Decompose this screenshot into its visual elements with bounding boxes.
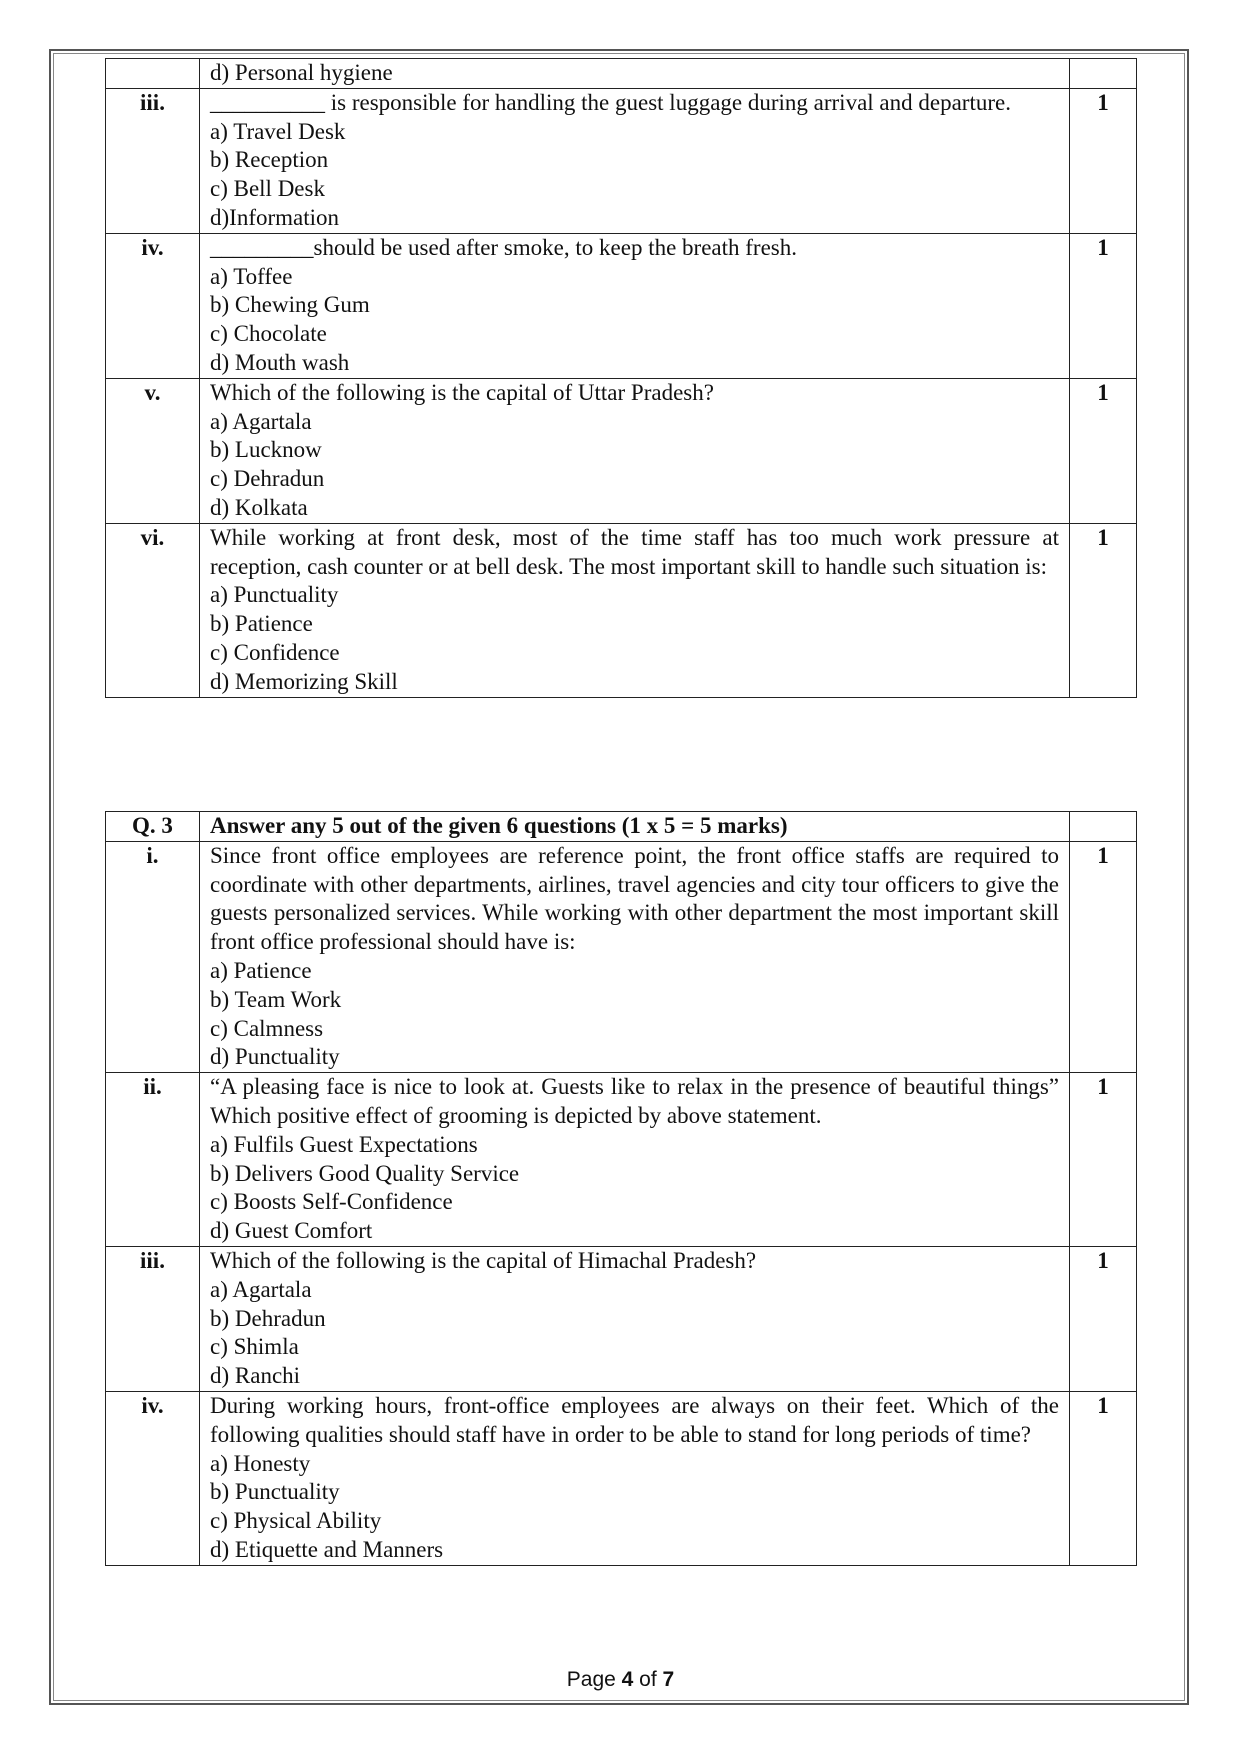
answer-option: c) Confidence: [210, 639, 340, 665]
question-text: “A pleasing face is nice to look at. Guests like to relax in the presence of beautiful things” Which positive effect of grooming is depicted by above statement.: [210, 1074, 1059, 1128]
question-number: iv.: [106, 233, 200, 378]
question-text: __________ is responsible for handling the guest luggage during arrival and departure.: [210, 89, 1011, 115]
answer-option: d) Mouth wash: [210, 349, 350, 375]
table-row: [106, 233, 1137, 378]
page-total: 7: [662, 1668, 675, 1691]
answer-option: d) Memorizing Skill: [210, 668, 398, 694]
question-text: Since front office employees are reference point, the front office staffs are required to coordinate with other departments, airlines, travel agencies and city tour officers to give the guests personalized services. While working with other department the most important skill front office professional should have is:: [210, 842, 1059, 955]
question-text: During working hours, front-office employees are always on their feet. Which of the following qualities should staff have in order to be able to stand for long periods of time?: [210, 1392, 1059, 1447]
question-number: iii.: [106, 1246, 200, 1391]
table-row: [106, 59, 1137, 89]
answer-option: a) Travel Desk: [210, 118, 346, 144]
question-body: [200, 1391, 1070, 1565]
answer-option: a) Patience: [210, 957, 312, 983]
page-footer: [0, 1668, 1241, 1692]
question-table-q3: [105, 811, 1137, 1566]
marks-cell: 1: [1070, 233, 1137, 378]
answer-option: b) Patience: [210, 611, 313, 637]
marks-cell: 1: [1070, 1246, 1137, 1391]
question-number: vi.: [106, 523, 200, 697]
answer-option: b) Team Work: [210, 986, 342, 1012]
answer-option: c) Physical Ability: [210, 1508, 382, 1534]
marks-cell: 1: [1070, 1391, 1137, 1565]
question-body: [200, 1073, 1070, 1247]
marks-cell: 1: [1070, 523, 1137, 697]
answer-option: b) Punctuality: [210, 1479, 340, 1505]
page-of: of: [633, 1668, 663, 1691]
question-number: [106, 59, 200, 89]
answer-option: b) Chewing Gum: [210, 292, 370, 318]
marks-cell: 1: [1070, 88, 1137, 233]
question-number: Q. 3: [106, 812, 200, 842]
marks-cell: 1: [1070, 378, 1137, 523]
question-number: iv.: [106, 1391, 200, 1565]
section-heading: Answer any 5 out of the given 6 questions (1 x 5 = 5 marks): [200, 812, 1070, 842]
page-current: 4: [621, 1668, 634, 1691]
page-label: Page: [566, 1668, 622, 1691]
table-row: [106, 812, 1137, 842]
question-text: While working at front desk, most of the time staff has too much work pressure at reception, cash counter or at bell desk. The most important skill to handle such situation is:: [210, 524, 1059, 579]
question-body: [200, 1246, 1070, 1391]
table-row: [106, 1246, 1137, 1391]
answer-option: d) Etiquette and Manners: [210, 1536, 444, 1562]
answer-option: a) Honesty: [210, 1450, 311, 1476]
answer-option: a) Toffee: [210, 263, 293, 289]
answer-option: d) Kolkata: [210, 494, 308, 520]
question-table-q2: [105, 58, 1137, 698]
answer-option: c) Boosts Self-Confidence: [210, 1189, 453, 1215]
question-text: _________should be used after smoke, to keep the breath fresh.: [210, 234, 797, 260]
answer-option: c) Calmness: [210, 1015, 324, 1041]
table-row: [106, 523, 1137, 697]
answer-option: b) Delivers Good Quality Service: [210, 1160, 520, 1186]
answer-option: a) Fulfils Guest Expectations: [210, 1131, 478, 1157]
question-number: v.: [106, 378, 200, 523]
answer-option: b) Reception: [210, 147, 329, 173]
question-number: iii.: [106, 88, 200, 233]
answer-option: d) Ranchi: [210, 1363, 301, 1389]
table-row: [106, 378, 1137, 523]
continuation-option: d) Personal hygiene: [200, 59, 1070, 89]
marks-cell: 1: [1070, 841, 1137, 1072]
question-text: Which of the following is the capital of Uttar Pradesh?: [210, 379, 714, 405]
question-number: ii.: [106, 1073, 200, 1247]
question-body: [200, 841, 1070, 1072]
question-body: [200, 378, 1070, 523]
answer-option: a) Punctuality: [210, 582, 339, 608]
marks-cell: [1070, 59, 1137, 89]
table-row: [106, 88, 1137, 233]
answer-option: c) Bell Desk: [210, 176, 325, 202]
marks-cell: 1: [1070, 1073, 1137, 1247]
question-number: i.: [106, 841, 200, 1072]
answer-option: d) Guest Comfort: [210, 1218, 373, 1244]
question-body: [200, 233, 1070, 378]
table-row: [106, 1073, 1137, 1247]
answer-option: b) Lucknow: [210, 437, 322, 463]
answer-option: a) Agartala: [210, 1276, 312, 1302]
answer-option: b) Dehradun: [210, 1305, 326, 1331]
table-row: [106, 1391, 1137, 1565]
answer-option: c) Shimla: [210, 1334, 299, 1360]
answer-option: a) Agartala: [210, 408, 312, 434]
marks-cell: [1070, 812, 1137, 842]
question-body: [200, 88, 1070, 233]
answer-option: c) Chocolate: [210, 321, 327, 347]
table-row: [106, 841, 1137, 1072]
answer-option: d)Information: [210, 204, 340, 230]
question-body: [200, 523, 1070, 697]
answer-option: c) Dehradun: [210, 466, 325, 492]
question-text: Which of the following is the capital of Himachal Pradesh?: [210, 1247, 757, 1273]
answer-option: d) Punctuality: [210, 1044, 340, 1070]
